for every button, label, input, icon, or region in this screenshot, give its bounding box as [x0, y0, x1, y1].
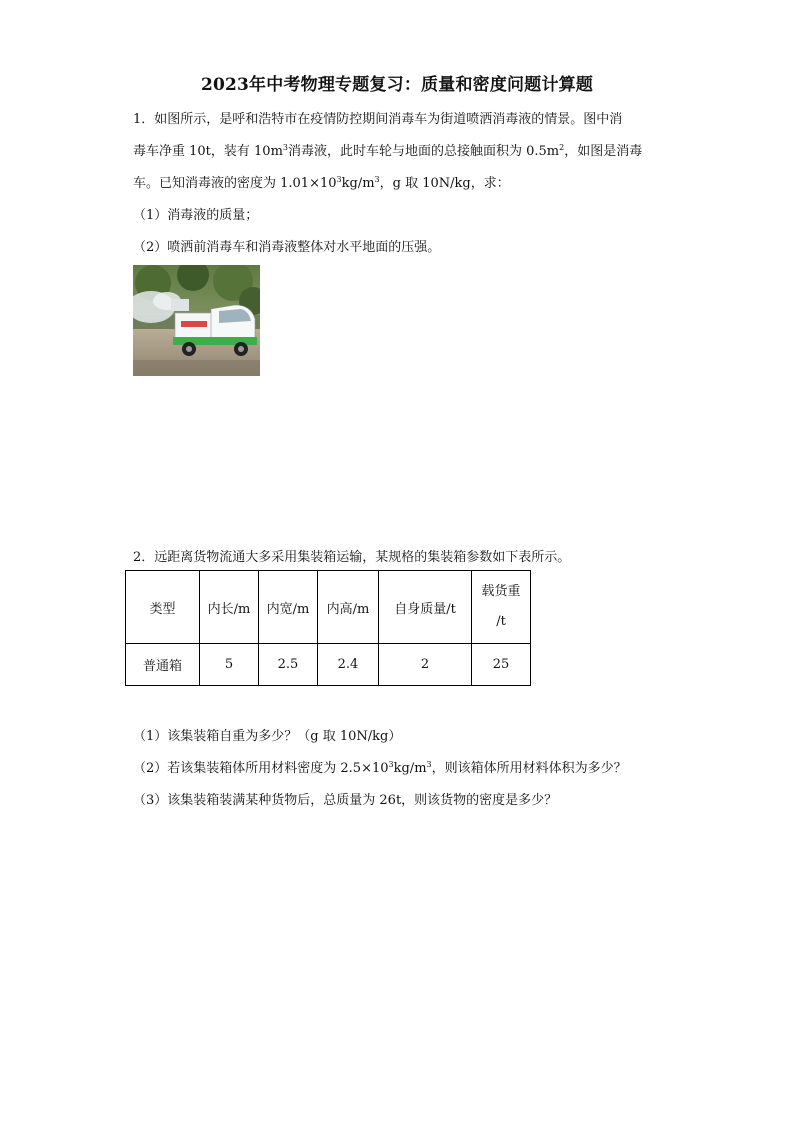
- table-header-cell: 内长/m: [200, 571, 259, 644]
- q2-subquestion-1: （1）该集装箱自重为多少？（g 取 10N/kg）: [133, 729, 402, 744]
- table-cell: 25: [472, 644, 531, 686]
- table-cell: 5: [200, 644, 259, 686]
- table-cell: 2.4: [318, 644, 379, 686]
- table-header-cell: 载货重 /t: [472, 571, 531, 644]
- table-cell: 普通箱: [126, 644, 200, 686]
- document-title: 2023年中考物理专题复习：质量和密度问题计算题: [200, 75, 594, 95]
- q2-subquestion-3: （3）该集装箱装满某种货物后，总质量为 26t，则该货物的密度是多少？: [133, 793, 558, 808]
- disinfection-truck-illustration: [133, 265, 260, 376]
- q1-subquestion-1: （1）消毒液的质量；: [133, 208, 259, 223]
- q1-line-2: 毒车净重 10t，装有 $10m^3$消毒液，此时车轮与地面的总接触面积为 $0.5m^2$，如图是消毒: [133, 143, 643, 159]
- container-spec-table: [125, 570, 531, 686]
- disinfection-truck-photo: [133, 265, 260, 376]
- q2-intro: 2．远距离货物流通大多采用集装箱运输，某规格的集装箱参数如下表所示。: [133, 550, 571, 565]
- table-header-cell: 内宽/m: [259, 571, 318, 644]
- table-row: [126, 644, 531, 686]
- q1-subquestion-2: （2）喷洒前消毒车和消毒液整体对水平地面的压强。: [133, 240, 441, 255]
- table-header-cell: 类型: [126, 571, 200, 644]
- q1-line-3: 车。已知消毒液的密度为 $1.01\times 10^3kg/m^3$，g 取 10N/kg，求：: [133, 175, 510, 191]
- q2-subquestion-2: （2）若该集装箱体所用材料密度为 $2.5\times 10^3kg/m^3$，则该箱体所用材料体积为多少？: [133, 760, 627, 776]
- table-header-cell: 自身质量/t: [379, 571, 472, 644]
- q1-line-1: 1．如图所示，是呼和浩特市在疫情防控期间消毒车为街道喷洒消毒液的情景。图中消: [133, 112, 623, 127]
- table-header-row: [126, 571, 531, 644]
- table-header-cell: 内高/m: [318, 571, 379, 644]
- table-cell: 2.5: [259, 644, 318, 686]
- table-cell: 2: [379, 644, 472, 686]
